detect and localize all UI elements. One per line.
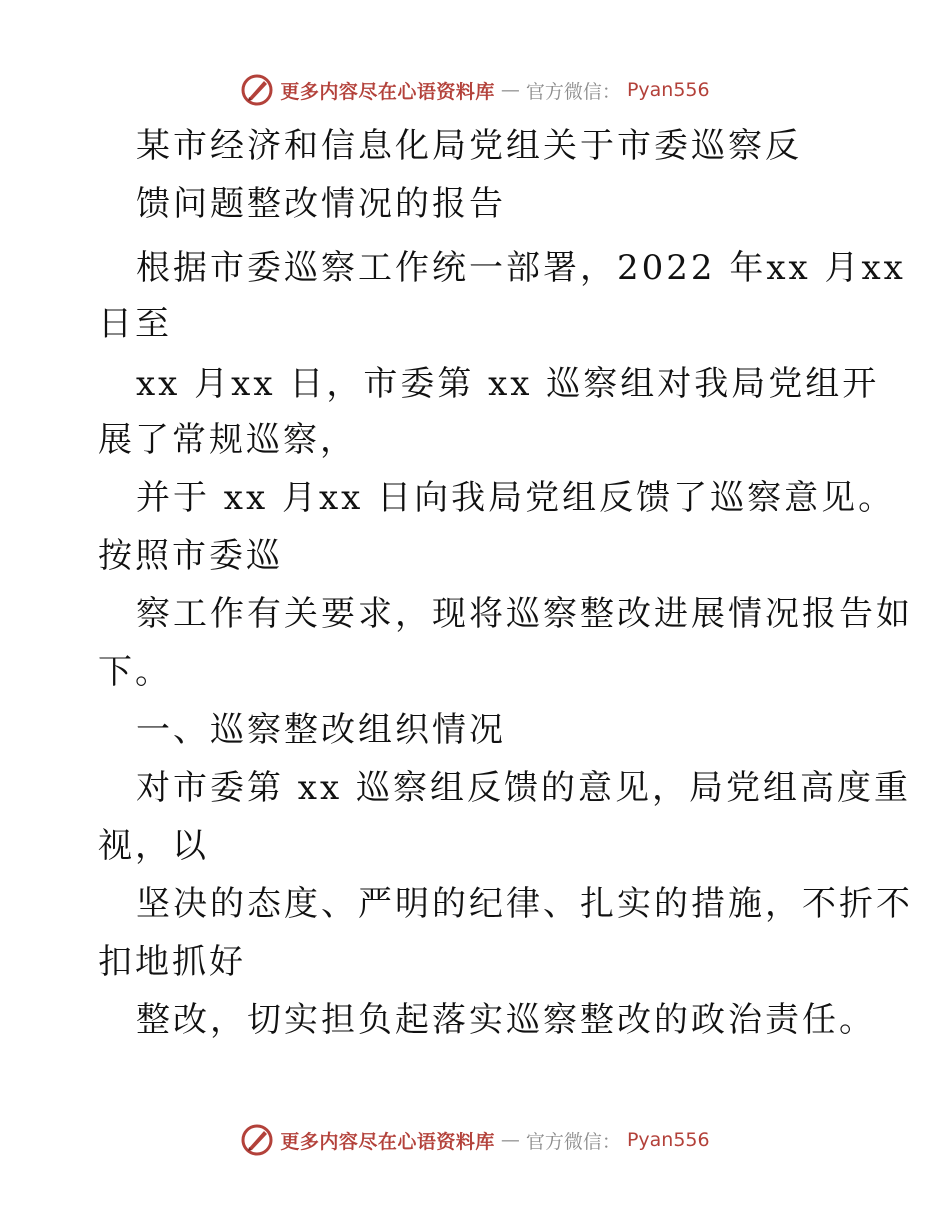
watermark-wechat-id: Pyan556 bbox=[626, 1129, 710, 1151]
doc-line: 并于 xx 月xx 日向我局党组反馈了巡察意见。 bbox=[136, 478, 896, 518]
doc-line: 下。 bbox=[98, 652, 172, 692]
watermark-label: 官方微信： bbox=[525, 80, 621, 103]
watermark-brand: 更多内容尽在心语资料库 bbox=[280, 1130, 495, 1153]
watermark-brand: 更多内容尽在心语资料库 bbox=[280, 80, 495, 103]
quill-logo-icon bbox=[240, 1123, 274, 1157]
footer-watermark bbox=[0, 1120, 950, 1160]
section-heading: 一、巡察整改组织情况 bbox=[136, 710, 506, 750]
watermark-wechat-id: Pyan556 bbox=[626, 79, 710, 101]
doc-line: 日至 bbox=[98, 304, 172, 344]
header-watermark bbox=[0, 70, 950, 110]
doc-title-line-1: 某市经济和信息化局党组关于市委巡察反 bbox=[136, 126, 802, 166]
doc-line: 整改，切实担负起落实巡察整改的政治责任。 bbox=[136, 1000, 876, 1040]
doc-line: 察工作有关要求，现将巡察整改进展情况报告如 bbox=[136, 594, 913, 634]
doc-line: xx 月xx 日，市委第 xx 巡察组对我局党组开 bbox=[136, 364, 880, 404]
doc-line: 对市委第 xx 巡察组反馈的意见，局党组高度重 bbox=[136, 768, 911, 808]
doc-line: 展了常规巡察， bbox=[98, 420, 357, 460]
doc-line: 根据市委巡察工作统一部署，2022 年xx 月xx bbox=[136, 248, 906, 288]
doc-title-line-2: 馈问题整改情况的报告 bbox=[136, 184, 506, 224]
doc-line: 扣地抓好 bbox=[98, 942, 246, 982]
doc-line: 坚决的态度、严明的纪律、扎实的措施，不折不 bbox=[136, 884, 913, 924]
watermark-label: 官方微信： bbox=[525, 1130, 621, 1153]
doc-line: 按照市委巡 bbox=[98, 536, 283, 576]
quill-logo-icon bbox=[240, 73, 274, 107]
doc-line: 视，以 bbox=[98, 826, 209, 866]
watermark-dash: — bbox=[500, 79, 520, 101]
watermark-dash: — bbox=[500, 1129, 520, 1151]
